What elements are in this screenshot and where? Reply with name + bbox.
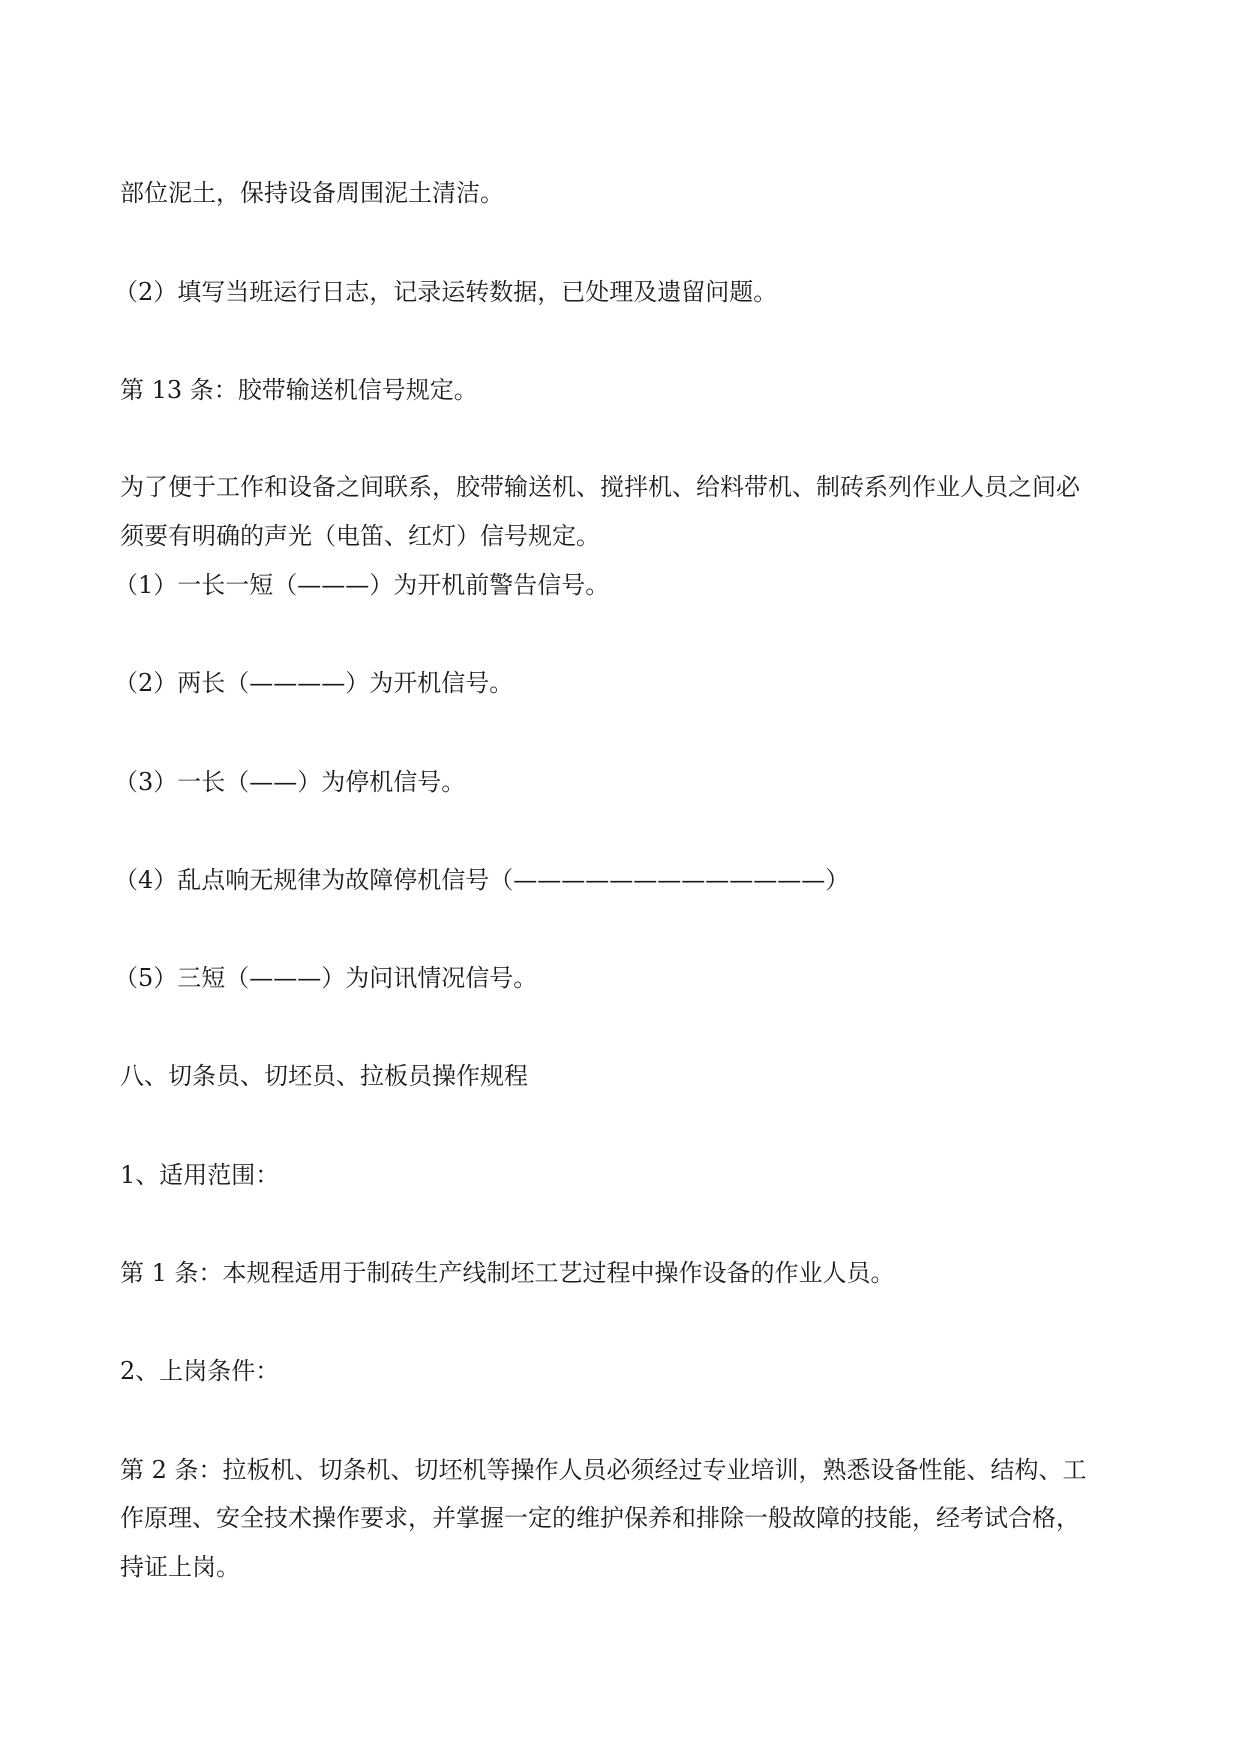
text-line: （4）乱点响无规律为故障停机信号（—————————————） — [114, 866, 850, 894]
text-line: 作原理、安全技术操作要求，并掌握一定的维护保养和排除一般故障的技能，经考试合格， — [120, 1504, 1080, 1532]
text-line: （2）两长（————）为开机信号。 — [114, 669, 514, 697]
text-line: 须要有明确的声光（电笛、红灯）信号规定。 — [120, 522, 600, 550]
text-line: 第 2 条：拉板机、切条机、切坯机等操作人员必须经过专业培训，熟悉设备性能、结构、工 — [120, 1456, 1087, 1484]
text-line: 持证上岗。 — [120, 1553, 240, 1581]
text-line: 为了便于工作和设备之间联系，胶带输送机、搅拌机、给料带机、制砖系列作业人员之间必 — [120, 473, 1080, 501]
text-line: 第 13 条：胶带输送机信号规定。 — [120, 376, 478, 404]
text-line: 部位泥土，保持设备周围泥土清洁。 — [120, 179, 504, 207]
text-line: （5）三短（———）为问讯情况信号。 — [114, 964, 538, 992]
text-line: （3）一长（——）为停机信号。 — [114, 768, 466, 796]
text-line: （1）一长一短（———）为开机前警告信号。 — [114, 571, 610, 599]
subsection-heading: 1、适用范围： — [120, 1161, 280, 1189]
section-heading: 八、切条员、切坯员、拉板员操作规程 — [120, 1062, 528, 1090]
subsection-heading: 2、上岗条件： — [120, 1357, 280, 1385]
text-line: （2）填写当班运行日志，记录运转数据，已处理及遗留问题。 — [114, 278, 778, 306]
text-line: 第 1 条：本规程适用于制砖生产线制坯工艺过程中操作设备的作业人员。 — [120, 1259, 895, 1287]
